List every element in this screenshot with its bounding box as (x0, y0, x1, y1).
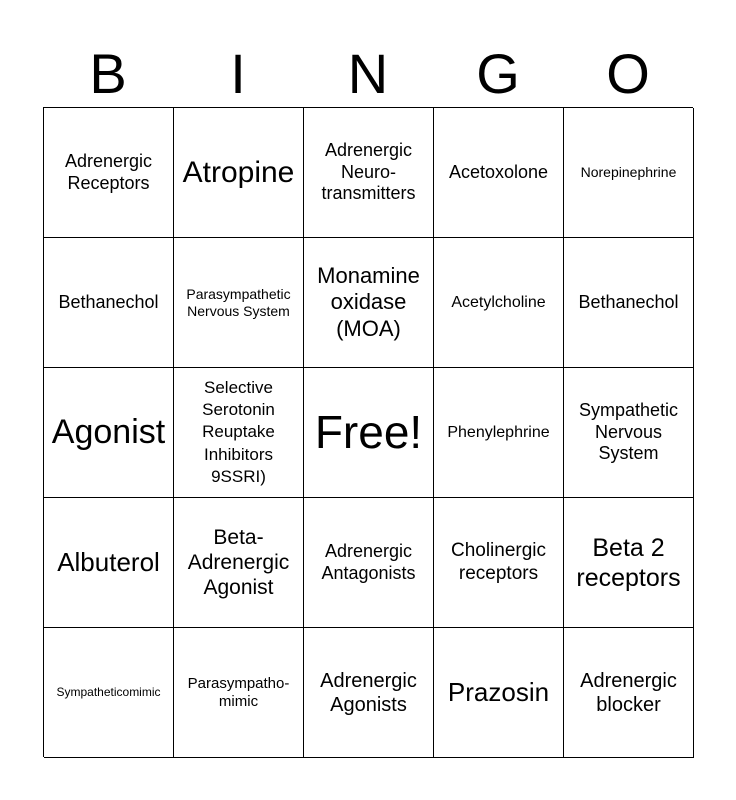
bingo-cell-r5c5[interactable]: Adrenergic blocker (564, 628, 694, 758)
bingo-cell-r2c4[interactable]: Acetylcholine (434, 238, 564, 368)
bingo-cell-r1c2[interactable]: Atropine (174, 108, 304, 238)
bingo-cell-r1c5[interactable]: Norepinephrine (564, 108, 694, 238)
header-letter-i: I (230, 42, 246, 105)
bingo-board (43, 107, 693, 757)
bingo-cell-r4c1[interactable]: Albuterol (44, 498, 174, 628)
bingo-cell-r4c4[interactable]: Cholinergic receptors (434, 498, 564, 628)
bingo-cell-free[interactable]: Free! (304, 368, 434, 498)
bingo-cell-r5c3[interactable]: Adrenergic Agonists (304, 628, 434, 758)
bingo-cell-r1c4[interactable]: Acetoxolone (434, 108, 564, 238)
bingo-cell-r3c2[interactable]: Selective Serotonin Reuptake Inhibitors 9SSRI) (174, 368, 304, 498)
bingo-cell-r4c5[interactable]: Beta 2 receptors (564, 498, 694, 628)
bingo-cell-r3c4[interactable]: Phenylephrine (434, 368, 564, 498)
bingo-cell-r1c3[interactable]: Adrenergic Neuro-transmitters (304, 108, 434, 238)
header-letter-o: O (606, 42, 650, 105)
bingo-cell-r3c1[interactable]: Agonist (44, 368, 174, 498)
header-letter-b: B (89, 42, 127, 105)
bingo-cell-r2c3[interactable]: Monamine oxidase (MOA) (304, 238, 434, 368)
header-letter-n: N (347, 42, 389, 105)
bingo-cell-r1c1[interactable]: Adrenergic Receptors (44, 108, 174, 238)
bingo-cell-r2c2[interactable]: Parasympathetic Nervous System (174, 238, 304, 368)
bingo-cell-r5c1[interactable]: Sympatheticomimic (44, 628, 174, 758)
bingo-cell-r2c5[interactable]: Bethanechol (564, 238, 694, 368)
bingo-cell-r4c2[interactable]: Beta-Adrenergic Agonist (174, 498, 304, 628)
bingo-cell-r4c3[interactable]: Adrenergic Antagonists (304, 498, 434, 628)
bingo-cell-r3c5[interactable]: Sympathetic Nervous System (564, 368, 694, 498)
bingo-cell-r5c4[interactable]: Prazosin (434, 628, 564, 758)
bingo-header (43, 40, 693, 108)
bingo-cell-r5c2[interactable]: Parasympatho-mimic (174, 628, 304, 758)
header-letter-g: G (476, 42, 520, 105)
bingo-cell-r2c1[interactable]: Bethanechol (44, 238, 174, 368)
